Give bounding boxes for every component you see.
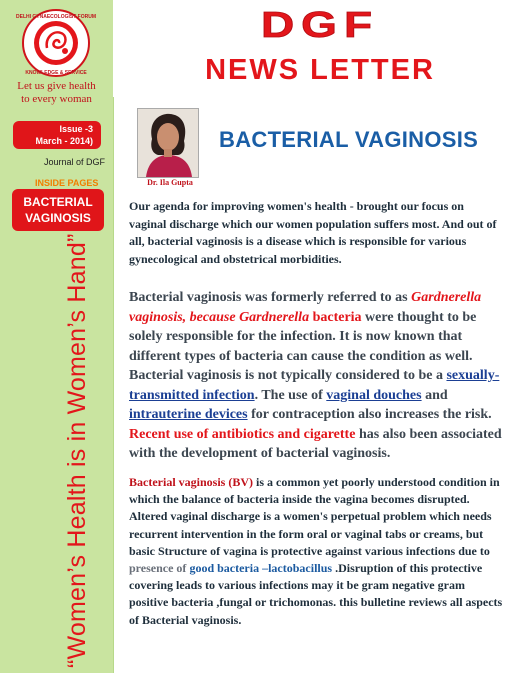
- p2-text: for contraception also increases the risk.: [247, 407, 492, 422]
- masthead-title: DGF: [260, 4, 380, 46]
- svg-text:DELHI GYNAECOLOGIST FORUM: DELHI GYNAECOLOGIST FORUM: [16, 14, 96, 20]
- paragraph-intro: Our agenda for improving women's health - brought our focus on vaginal discharge which our women population suffers most. And out of all, bacterial vaginosis is a disease which is responsible for various gynecological and obstetrical morbidities.: [129, 199, 497, 266]
- issue-number: Issue -3: [59, 124, 93, 134]
- topic-line1: BACTERIAL: [23, 195, 93, 209]
- paragraph-background: [129, 288, 504, 464]
- masthead-subtitle: NEWS LETTER: [205, 54, 435, 86]
- vertical-slogan: “Women’s Health is in Women’s Hand”: [63, 233, 91, 668]
- bv-term: Bacterial vaginosis (BV): [129, 475, 253, 489]
- douches-link[interactable]: vaginal douches: [326, 387, 422, 403]
- paragraph-bv: [129, 474, 504, 629]
- p2-text: Bacterial vaginosis was formerly referred to as: [129, 290, 412, 305]
- gardnerella-name: Gardnerella: [239, 309, 310, 325]
- svg-text:KNOWLEDGE & SERVICE: KNOWLEDGE & SERVICE: [25, 70, 87, 76]
- p3-text: presence of: [129, 561, 190, 576]
- issue-date: March - 2014): [35, 136, 93, 146]
- article-title: BACTERIAL VAGINOSIS: [219, 127, 479, 152]
- risk-highlight: Recent use of antibiotics and cigarette: [129, 426, 356, 442]
- tagline-line1: Let us give health: [17, 80, 96, 92]
- inside-pages-label: INSIDE PAGES: [35, 178, 99, 188]
- tagline-line2: to every woman: [21, 93, 92, 105]
- journal-label: Journal of DGF: [43, 157, 105, 167]
- sti-link[interactable]: sexually-transmitted infection: [129, 368, 500, 403]
- p2-text: and: [421, 387, 448, 403]
- topic-line2: VAGINOSIS: [25, 211, 91, 225]
- bacteria-term: bacteria: [309, 309, 362, 325]
- lactobacillus-term: good bacteria –lactobacillus: [189, 561, 333, 576]
- gardnerella-term: Gardnerella vaginosis, because: [129, 290, 482, 325]
- author-photo: [137, 108, 199, 178]
- issue-badge: [13, 121, 101, 149]
- p3-text: .Disruption of this protective covering leads to various infections may it be gram negative gram positive bacteria ,fungal or trichomonas. this bulletine reviews all aspects of Bacterial vaginosis.: [129, 561, 503, 627]
- iud-link[interactable]: intrauterine devices: [129, 407, 248, 422]
- p2-text: were thought to be solely responsible for the infection. It is now known that different types of bacteria can cause the condition as well. Bacterial vaginosis is not typically considered to be a: [129, 309, 477, 383]
- tagline: [4, 80, 109, 106]
- p2-text: has also been associated with the development of bacterial vaginosis.: [129, 426, 502, 461]
- p3-text: is a common yet poorly understood condition in which the balance of bacteria inside the vagina becomes disrupted. Altered vaginal discharge is a women's perpetual problem which needs recurrent intervention in the form oral or vaginal tabs or creams, but basic Structure of vagina is protective against various infections due to: [129, 475, 500, 558]
- p2-text: . The use of: [254, 387, 327, 403]
- inside-topic-button[interactable]: [12, 189, 104, 231]
- author-name: Dr. Ila Gupta: [147, 178, 193, 187]
- dgf-logo-icon: [16, 8, 96, 78]
